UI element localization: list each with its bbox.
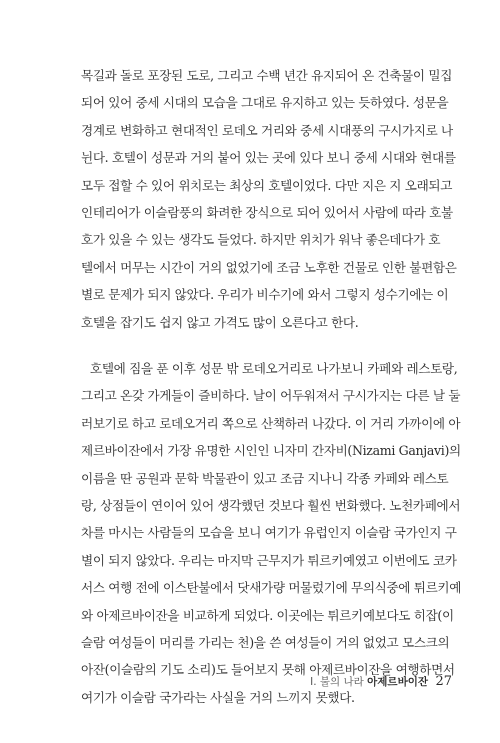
- text-line: 이름을 딴 공원과 문학 박물관이 있고 조금 지나니 각종 카페와 레스토: [81, 470, 449, 486]
- text-line: 슬람 여성들이 머리를 가리는 천)을 쓴 여성들이 거의 없었고 모스크의: [81, 634, 450, 650]
- text-line: 호텔에 짐을 푼 이후 성문 밖 로데오거리로 나가보니 카페와 레스토랑,: [90, 361, 458, 376]
- paragraph-1: [81, 62, 457, 336]
- text-line: 목길과 돌로 포장된 도로, 그리고 수백 년간 유지되어 온 건축물이 밀집: [81, 68, 453, 83]
- text-line: 제르바이잔에서 가장 유명한 시인인 니자미 간자비(Nizami Ganjavi)의: [81, 443, 461, 459]
- text-line: 차를 마시는 사람들의 모습을 보니 여기가 유럽인지 이슬람 국가인지 구: [81, 525, 457, 541]
- text-line: 랑, 상점들이 연이어 있어 생각했던 것보다 훨씬 번화했다. 노천카페에서: [81, 497, 461, 513]
- text-line: 아잔(이슬람의 기도 소리)도 들어보지 못해 아제르바이잔을 여행하면서: [81, 662, 455, 678]
- text-line: 텔에서 머무는 시간이 거의 없었기에 조금 노후한 건물로 인한 불편함은: [81, 259, 457, 275]
- text-line: 와 아제르바이잔을 비교하게 되었다. 이곳에는 튀르키예보다도 히잡(이: [81, 607, 454, 623]
- text-line: 별로 문제가 되지 않았다. 우리가 비수기에 와서 그렇지 성수기에는 이: [81, 287, 449, 303]
- page-footer: [0, 672, 500, 692]
- text-line: 러보기로 하고 로데오거리 쪽으로 산책하러 나갔다. 이 거리 가까이에 아: [81, 415, 461, 431]
- text-line: 뉜다. 호텔이 성문과 거의 붙어 있는 곳에 있다 보니 중세 시대와 현대를: [81, 150, 456, 166]
- text-line: 인테리어가 이슬람풍의 화려한 장식으로 되어 있어서 사람에 따라 호불: [81, 204, 453, 220]
- text-line: 호가 있을 수 있는 생각도 들었다. 하지만 위치가 워낙 좋은데다가 호: [81, 232, 441, 248]
- text-line: 경계로 변화하고 현대적인 로데오 거리와 중세 시대풍의 구시가지로 나: [81, 122, 453, 138]
- text-line: 그리고 온갖 가게들이 즐비하다. 날이 어두워져서 구시가지는 다른 날 둘: [81, 388, 461, 404]
- text-line: 별이 되지 않았다. 우리는 마지막 근무지가 튀르키예였고 이번에도 코카: [81, 552, 457, 568]
- text-line: 서스 여행 전에 이스탄불에서 닷새가량 머물렀기에 무의식중에 튀르키예: [81, 580, 462, 596]
- text-line: 호텔을 잡기도 쉽지 않고 가격도 많이 오른다고 한다.: [81, 314, 359, 330]
- chapter-title: 아제르바이잔: [367, 676, 428, 688]
- text-line: 모두 접할 수 있어 위치로는 최상의 호텔이었다. 다만 지은 지 오래되고: [81, 177, 453, 193]
- text-line: 되어 있어 중세 시대의 모습을 그대로 유지하고 있는 듯하였다. 성문을: [81, 95, 449, 111]
- page-number: 27: [435, 674, 452, 689]
- text-line: 여기가 이슬람 국가라는 사실을 거의 느끼지 못했다.: [81, 689, 355, 705]
- part-label: I. 불의 나라: [310, 676, 364, 688]
- running-head: [310, 672, 428, 692]
